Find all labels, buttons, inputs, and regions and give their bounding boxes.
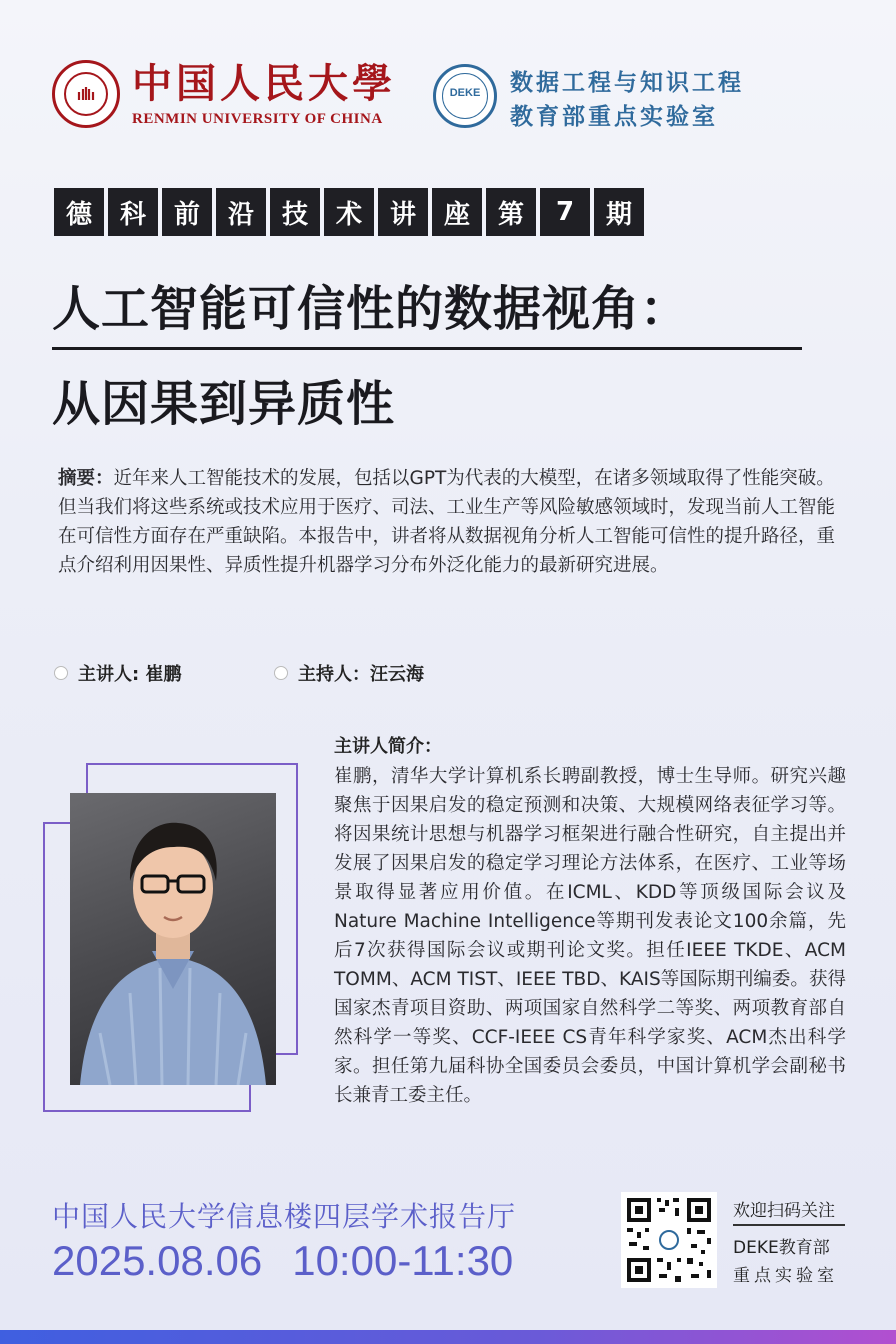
bullet-dot [54,666,68,680]
series-char: 第 [486,188,536,236]
event-time: 10:00-11:30 [292,1237,514,1284]
abstract-label: 摘要： [58,468,114,489]
lab-name-line1: 数据工程与知识工程 [510,69,744,96]
bio-text: 崔鹏，清华大学计算机系长聘副教授，博士生导师。研究兴趣聚焦于因果启发的稳定预测和决策、大规模网络表征学习等。将因果统计思想与机器学习框架进行融合性研究，自主提出并发展了因果启发的稳定学习理论方法体系，在医疗、工业等场景取得显著应用价值。在ICML、KDD等顶级国际会议及Nature Machine Intelligence等期刊发表论文100余篇，先后7次获得国际会议或期刊论文奖。担任IEEE TKDE、ACM TOMM、ACM TIST、IEEE TBD、KAIS等国际期刊编委。获得国家杰青项目资助、两项国家自然科学二等奖、两项教育部自然科学一等奖、CCF-IEEE CS青年科学家奖、ACM杰出科学家。担任第九届科协全国委员会委员，中国计算机学会副秘书长兼青工委主任。 [334,766,846,1106]
qr-caption-lab: DEKE教育部 [733,1238,830,1258]
qr-caption-divider [733,1224,845,1226]
deke-logo-text: DEKE [449,87,481,99]
series-char: 沿 [216,188,266,236]
qr-code-pattern [621,1192,717,1288]
series-char: 前 [162,188,212,236]
series-char: 德 [54,188,104,236]
qr-code[interactable] [621,1192,717,1288]
lab-name-line2: 教育部重点实验室 [510,103,718,130]
speaker-photo [70,793,276,1085]
ruc-seal-logo [52,60,120,128]
ruc-seal-emblem [76,84,96,104]
speaker-label: 主讲人: 崔鹏 [78,664,182,685]
abstract [58,464,848,580]
qr-caption-scan: 欢迎扫码关注 [733,1201,835,1221]
lecture-series-badges [54,188,644,236]
bullet-dot [274,666,288,680]
series-char: 术 [324,188,374,236]
series-char: 科 [108,188,158,236]
host-label: 主持人：汪云海 [298,664,424,685]
series-char: 期 [594,188,644,236]
title-divider [52,347,802,350]
speaker-info [54,660,181,686]
series-char: 7 [540,188,590,236]
host-info [274,660,424,686]
talk-title-line1: 人工智能可信性的数据视角： [52,281,690,337]
bottom-gradient-bar [0,1330,896,1344]
talk-title-line2: 从因果到异质性 [52,376,396,432]
event-datetime [52,1237,543,1285]
series-char: 讲 [378,188,428,236]
series-char: 技 [270,188,320,236]
deke-lab-logo [433,64,497,128]
qr-caption-key-lab: 重点实验室 [733,1266,838,1286]
ruc-seal-inner-ring [64,72,108,116]
series-char: 座 [432,188,482,236]
abstract-text: 近年来人工智能技术的发展，包括以GPT为代表的大模型，在诸多领域取得了性能突破。但当我们将这些系统或技术应用于医疗、司法、工业生产等风险敏感领域时，发现当前人工智能在可信性方面存在严重缺陷。本报告中，讲者将从数据视角分析人工智能可信性的提升路径，重点介绍利用因果性、异质性提升机器学习分布外泛化能力的最新研究进展。 [58,468,836,576]
university-name-en: RENMIN UNIVERSITY OF CHINA [132,111,383,127]
event-date: 2025.08.06 [52,1237,263,1284]
speaker-portrait [70,793,276,1085]
university-name-cn: 中国人民大學 [132,60,396,107]
bio-heading: 主讲人简介： [334,736,442,757]
venue: 中国人民大学信息楼四层学术报告厅 [52,1200,517,1233]
